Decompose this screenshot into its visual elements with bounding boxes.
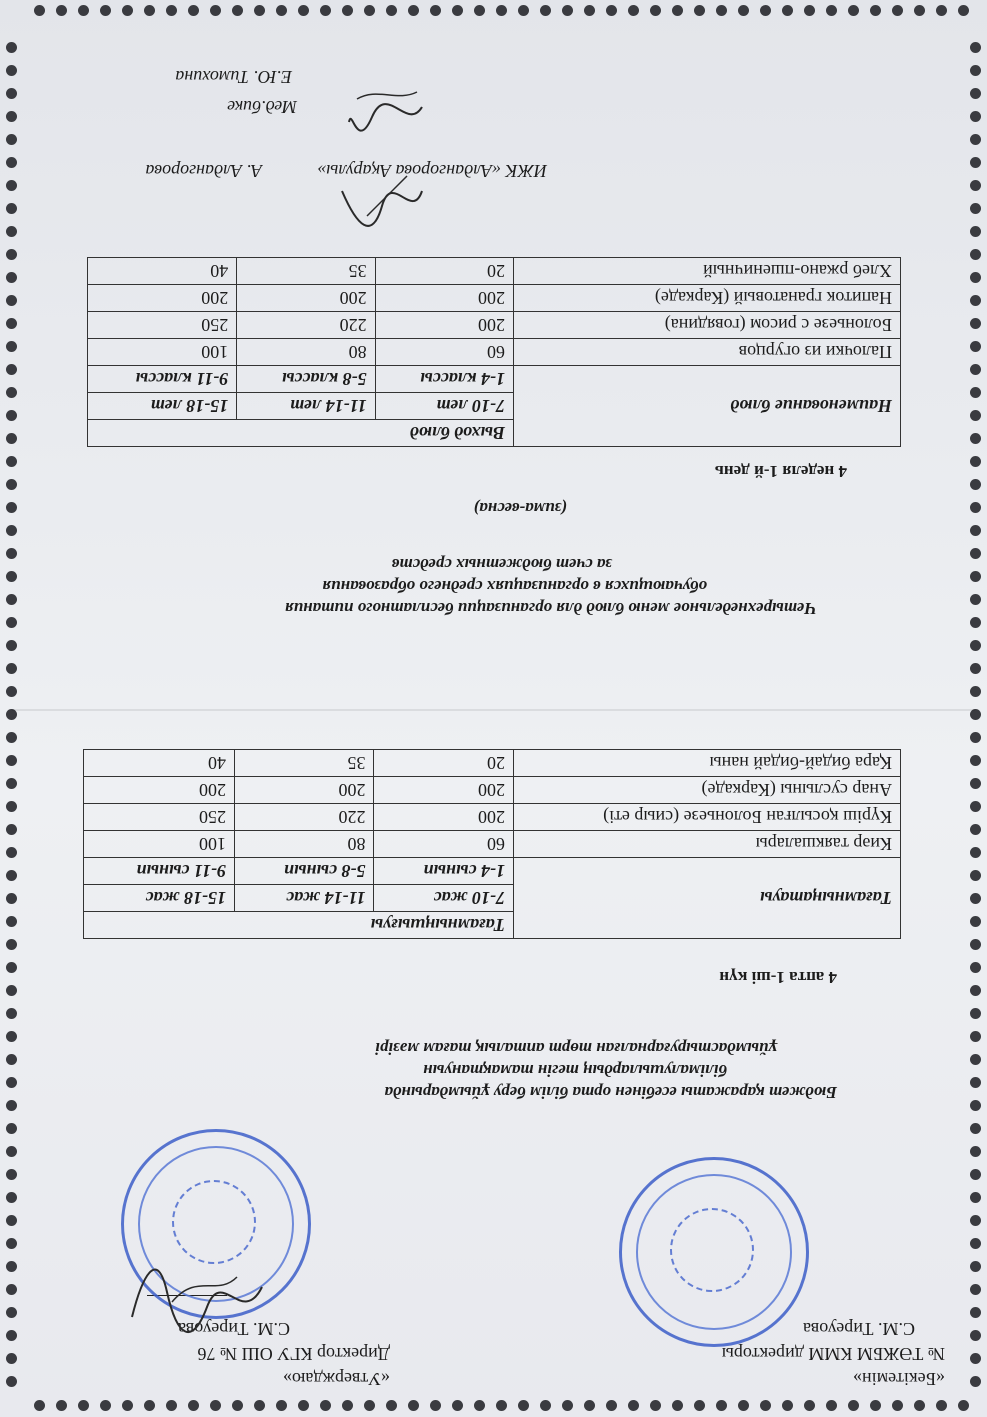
perforation-hole (804, 1400, 815, 1411)
perforation-hole (892, 5, 903, 16)
perforation-hole (970, 939, 981, 950)
portion-value: 200 (374, 804, 514, 831)
kaz-grade-2: 9-11 сынып (84, 858, 235, 885)
perforation-hole (970, 1169, 981, 1180)
table-row (88, 312, 901, 339)
perforation-hole (6, 824, 17, 835)
table-row (84, 777, 901, 804)
kaz-grade-0: 1-4 сынып (374, 858, 514, 885)
perforation-hole (6, 318, 17, 329)
perforation-hole (540, 1400, 551, 1411)
perforation-hole (34, 1400, 45, 1411)
perforation-hole (694, 5, 705, 16)
perforation-hole (6, 111, 17, 122)
rus-title-line2: обучающихся в организациях среднего образования (322, 577, 707, 596)
perforation-hole (970, 157, 981, 168)
perforation-hole (782, 5, 793, 16)
perforation-hole (6, 157, 17, 168)
perforation-hole (6, 939, 17, 950)
perforation-hole (232, 1400, 243, 1411)
perforation-hole (970, 893, 981, 904)
perforation-bottom (23, 4, 969, 16)
director-signature (127, 1257, 267, 1347)
perforation-hole (970, 1353, 981, 1364)
perforation-hole (6, 985, 17, 996)
perforation-hole (6, 203, 17, 214)
perforation-hole (6, 548, 17, 559)
perforation-hole (970, 226, 981, 237)
perforation-hole (848, 1400, 859, 1411)
perforation-hole (970, 272, 981, 283)
perforation-hole (562, 1400, 573, 1411)
perforation-hole (6, 663, 17, 674)
perforation-hole (6, 686, 17, 697)
portion-value: 60 (375, 339, 513, 366)
perforation-hole (254, 1400, 265, 1411)
company-name: ИЖК «Алдангорова Ақарулы» (317, 161, 547, 181)
perforation-hole (100, 5, 111, 16)
perforation-hole (34, 5, 45, 16)
perforation-hole (970, 1215, 981, 1226)
perforation-hole (6, 1330, 17, 1341)
perforation-hole (6, 295, 17, 306)
perforation-hole (970, 870, 981, 881)
perforation-hole (496, 5, 507, 16)
perforation-hole (6, 1169, 17, 1180)
perforation-hole (386, 1400, 397, 1411)
kaz-age-2: 15-18 жас (84, 885, 235, 912)
nurse-title: Мед.бике (227, 97, 297, 117)
perforation-hole (970, 180, 981, 191)
perforation-hole (970, 1008, 981, 1019)
portion-value: 60 (374, 831, 514, 858)
kaz-title (375, 1037, 837, 1103)
rus-grade-0: 1-4 классы (375, 366, 513, 393)
portion-value: 80 (234, 831, 374, 858)
perforation-hole (562, 5, 573, 16)
perforation-hole (6, 594, 17, 605)
approval-left-line2: С.М. Тиреуова (802, 1319, 915, 1339)
perforation-hole (474, 5, 485, 16)
perforation-hole (6, 42, 17, 53)
perforation-hole (6, 1215, 17, 1226)
table-row (88, 339, 901, 366)
perforation-hole (970, 433, 981, 444)
portion-value: 100 (88, 339, 237, 366)
perforation-hole (958, 1400, 969, 1411)
perforation-hole (364, 1400, 375, 1411)
kaz-week-day: 4 апта 1-ші күн (719, 968, 837, 987)
approval-left-quote: «Бекітемін» (853, 1369, 945, 1389)
perforation-hole (6, 801, 17, 812)
perforation-hole (298, 5, 309, 16)
table-row (84, 804, 901, 831)
perforation-hole (166, 1400, 177, 1411)
approval-right-line2: С.М. Тиреуова (177, 1319, 290, 1339)
approval-right-line1: Директор КГУ ОШ № 76 (197, 1344, 390, 1364)
rus-title-line1: Четырехнедельное меню блюд для организации бесплатного питания (285, 599, 817, 618)
perforation-hole (970, 617, 981, 628)
rus-col-output: Выход блюд (88, 420, 514, 447)
perforation-hole (826, 1400, 837, 1411)
perforation-hole (970, 341, 981, 352)
perforation-hole (430, 1400, 441, 1411)
dish-name: Қара бидай-бидай наны (514, 750, 901, 777)
perforation-hole (970, 1077, 981, 1088)
perforation-hole (870, 5, 881, 16)
dish-name: Киәр таякшалары (514, 831, 901, 858)
perforation-hole (970, 755, 981, 766)
portion-value: 200 (234, 777, 374, 804)
kaz-age-0: 7-10 жас (374, 885, 514, 912)
perforation-hole (6, 387, 17, 398)
perforation-hole (760, 5, 771, 16)
perforation-hole (342, 5, 353, 16)
perforation-hole (970, 88, 981, 99)
table-row (84, 750, 901, 777)
perforation-hole (496, 1400, 507, 1411)
rus-menu-table (87, 257, 901, 447)
perforation-hole (970, 1376, 981, 1387)
perforation-hole (6, 180, 17, 191)
perforation-hole (474, 1400, 485, 1411)
perforation-hole (914, 5, 925, 16)
perforation-hole (144, 1400, 155, 1411)
perforation-hole (716, 1400, 727, 1411)
perforation-hole (6, 1146, 17, 1157)
perforation-hole (738, 5, 749, 16)
perforation-hole (78, 1400, 89, 1411)
perforation-hole (970, 203, 981, 214)
perforation-hole (970, 42, 981, 53)
perforation-hole (452, 5, 463, 16)
perforation-hole (254, 5, 265, 16)
perforation-hole (6, 617, 17, 628)
portion-value: 40 (88, 258, 237, 285)
perforation-hole (210, 1400, 221, 1411)
perforation-hole (970, 387, 981, 398)
perforation-hole (276, 1400, 287, 1411)
perforation-hole (716, 5, 727, 16)
perforation-hole (848, 5, 859, 16)
perforation-hole (970, 364, 981, 375)
dish-name: Палочки из огурцов (514, 339, 901, 366)
perforation-hole (936, 5, 947, 16)
perforation-hole (970, 1238, 981, 1249)
dish-name: Хлеб ржано-пшеничный (514, 258, 901, 285)
perforation-hole (970, 847, 981, 858)
perforation-hole (936, 1400, 947, 1411)
perforation-hole (970, 1123, 981, 1134)
kaz-title-line2: білімалушылардың тегін тамақтануын (423, 1061, 727, 1080)
kaz-title-line1: Бюджет қаражаты есебінен орта білім беру ұйымдарында (384, 1083, 837, 1102)
perforation-hole (6, 272, 17, 283)
perforation-hole (970, 1146, 981, 1157)
perforation-hole (970, 249, 981, 260)
perforation-top (23, 1399, 969, 1411)
rus-age-1: 11-14 лет (237, 393, 375, 420)
portion-value: 100 (84, 831, 235, 858)
perforation-hole (6, 1284, 17, 1295)
kaz-col-name: Тағамныңатауы (514, 858, 901, 939)
perforation-hole (6, 916, 17, 927)
table-row (88, 258, 901, 285)
perforation-hole (6, 1238, 17, 1249)
perforation-hole (672, 5, 683, 16)
dish-name: Анар суслыны (Каркаде) (514, 777, 901, 804)
portion-value: 200 (375, 312, 513, 339)
perforation-hole (56, 5, 67, 16)
perforation-hole (6, 134, 17, 145)
perforation-hole (804, 5, 815, 16)
perforation-hole (970, 985, 981, 996)
perforation-hole (166, 5, 177, 16)
rus-title-line3: за счет бюджетных средств (391, 555, 612, 574)
perforation-hole (672, 1400, 683, 1411)
perforation-hole (970, 525, 981, 536)
perforation-hole (56, 1400, 67, 1411)
perforation-hole (6, 1353, 17, 1364)
perforation-hole (606, 5, 617, 16)
perforation-hole (694, 1400, 705, 1411)
perforation-hole (6, 249, 17, 260)
rus-title (285, 553, 817, 619)
rus-col-name: Наименование блюд (514, 366, 901, 447)
perforation-hole (970, 1284, 981, 1295)
perforation-hole (6, 1123, 17, 1134)
perforation-hole (518, 5, 529, 16)
perforation-hole (970, 732, 981, 743)
rus-grade-1: 5-8 классы (237, 366, 375, 393)
portion-value: 20 (374, 750, 514, 777)
portion-value: 200 (375, 285, 513, 312)
perforation-hole (6, 755, 17, 766)
perforation-hole (970, 410, 981, 421)
kaz-age-1: 11-14 жас (234, 885, 374, 912)
perforation-hole (970, 1100, 981, 1111)
perforation-hole (408, 1400, 419, 1411)
perforation-hole (122, 1400, 133, 1411)
portion-value: 250 (88, 312, 237, 339)
portion-value: 220 (234, 804, 374, 831)
perforation-hole (970, 571, 981, 582)
perforation-hole (6, 732, 17, 743)
perforation-hole (6, 456, 17, 467)
perforation-hole (970, 916, 981, 927)
perforation-hole (386, 5, 397, 16)
perforation-hole (6, 571, 17, 582)
perforation-hole (364, 5, 375, 16)
perforation-hole (6, 1376, 17, 1387)
company-signature (337, 161, 427, 231)
perforation-hole (958, 5, 969, 16)
perforation-hole (970, 318, 981, 329)
perforation-hole (870, 1400, 881, 1411)
kaz-menu-table (83, 749, 901, 939)
perforation-hole (970, 295, 981, 306)
perforation-hole (970, 640, 981, 651)
perforation-hole (650, 1400, 661, 1411)
perforation-hole (6, 341, 17, 352)
perforation-hole (970, 1031, 981, 1042)
portion-value: 250 (84, 804, 235, 831)
perforation-hole (6, 88, 17, 99)
perforation-hole (6, 893, 17, 904)
nurse-person: Е.Ю. Тимохина (175, 67, 292, 87)
perforation-hole (892, 1400, 903, 1411)
perforation-hole (6, 410, 17, 421)
perforation-hole (970, 962, 981, 973)
perforation-hole (6, 433, 17, 444)
perforation-hole (276, 5, 287, 16)
perforation-hole (970, 663, 981, 674)
perforation-hole (6, 778, 17, 789)
kaz-title-line3: ұйымдастыруғарналған төрт апталық тағам мәзірі (375, 1039, 777, 1058)
perforation-hole (6, 364, 17, 375)
perforation-hole (826, 5, 837, 16)
perforation-hole (540, 5, 551, 16)
portion-value: 20 (375, 258, 513, 285)
company-person: А. Алдангорова (145, 161, 262, 181)
stamp-seal-left (619, 1157, 809, 1347)
kaz-grade-1: 5-8 сынып (234, 858, 374, 885)
perforation-hole (628, 5, 639, 16)
perforation-hole (970, 801, 981, 812)
portion-value: 200 (88, 285, 237, 312)
perforation-hole (970, 1192, 981, 1203)
perforation-hole (6, 1077, 17, 1088)
portion-value: 220 (237, 312, 375, 339)
perforation-hole (970, 548, 981, 559)
portion-value: 200 (237, 285, 375, 312)
table-row (88, 285, 901, 312)
perforation-hole (320, 1400, 331, 1411)
perforation-hole (782, 1400, 793, 1411)
perforation-hole (6, 525, 17, 536)
perforation-hole (738, 1400, 749, 1411)
perforation-hole (6, 870, 17, 881)
perforation-hole (518, 1400, 529, 1411)
perforation-hole (144, 5, 155, 16)
perforation-hole (970, 686, 981, 697)
fold-line (12, 709, 975, 711)
perforation-hole (6, 1008, 17, 1019)
dish-name: Болоньезе с рисом (говядина) (514, 312, 901, 339)
perforation-hole (970, 1261, 981, 1272)
perforation-hole (6, 1054, 17, 1065)
perforation-hole (188, 1400, 199, 1411)
perforation-hole (298, 1400, 309, 1411)
perforation-hole (970, 594, 981, 605)
kaz-col-output: Тағамныңшығуы (84, 912, 514, 939)
perforation-hole (78, 5, 89, 16)
perforation-hole (6, 1307, 17, 1318)
rus-grade-2: 9-11 классы (88, 366, 237, 393)
perforation-hole (970, 778, 981, 789)
perforation-hole (6, 502, 17, 513)
perforation-hole (6, 1261, 17, 1272)
perforation-hole (970, 134, 981, 145)
perforation-hole (6, 640, 17, 651)
perforation-hole (430, 5, 441, 16)
perforation-hole (452, 1400, 463, 1411)
portion-value: 200 (84, 777, 235, 804)
dish-name: Напиток гранатовый (Каркаде) (514, 285, 901, 312)
perforation-hole (122, 5, 133, 16)
perforation-hole (342, 1400, 353, 1411)
portion-value: 200 (374, 777, 514, 804)
perforation-hole (970, 456, 981, 467)
dish-name: Күріш қосылған Болоньезе (сиыр еті) (514, 804, 901, 831)
perforation-hole (970, 824, 981, 835)
perforation-hole (970, 479, 981, 490)
approval-right-quote: «Утверждаю» (282, 1369, 390, 1389)
perforation-hole (6, 847, 17, 858)
perforation-hole (970, 502, 981, 513)
perforation-hole (970, 1054, 981, 1065)
perforation-hole (628, 1400, 639, 1411)
rus-week-day: 4 неделя 1-й день (714, 462, 847, 481)
portion-value: 80 (237, 339, 375, 366)
perforation-hole (6, 479, 17, 490)
perforation-hole (970, 65, 981, 76)
approval-left-line1: № ТӘЖБМ КММ директоры (721, 1344, 945, 1364)
perforation-hole (914, 1400, 925, 1411)
portion-value: 35 (234, 750, 374, 777)
perforation-hole (760, 1400, 771, 1411)
perforation-hole (6, 1192, 17, 1203)
perforation-hole (232, 5, 243, 16)
perforation-hole (970, 1307, 981, 1318)
perforation-hole (320, 5, 331, 16)
rus-season: (зима-весна) (473, 499, 567, 518)
perforation-hole (6, 1031, 17, 1042)
rus-age-2: 15-18 лет (88, 393, 237, 420)
perforation-hole (100, 1400, 111, 1411)
perforation-hole (970, 111, 981, 122)
nurse-signature (347, 77, 427, 137)
perforation-hole (606, 1400, 617, 1411)
perforation-hole (6, 226, 17, 237)
perforation-hole (6, 65, 17, 76)
perforation-hole (650, 5, 661, 16)
perforation-hole (188, 5, 199, 16)
portion-value: 40 (84, 750, 235, 777)
perforation-hole (408, 5, 419, 16)
table-row (84, 831, 901, 858)
perforation-hole (210, 5, 221, 16)
perforation-hole (584, 5, 595, 16)
perforation-hole (6, 1100, 17, 1111)
rus-age-0: 7-10 лет (375, 393, 513, 420)
perforation-hole (6, 962, 17, 973)
perforation-hole (970, 1330, 981, 1341)
perforation-hole (584, 1400, 595, 1411)
portion-value: 35 (237, 258, 375, 285)
